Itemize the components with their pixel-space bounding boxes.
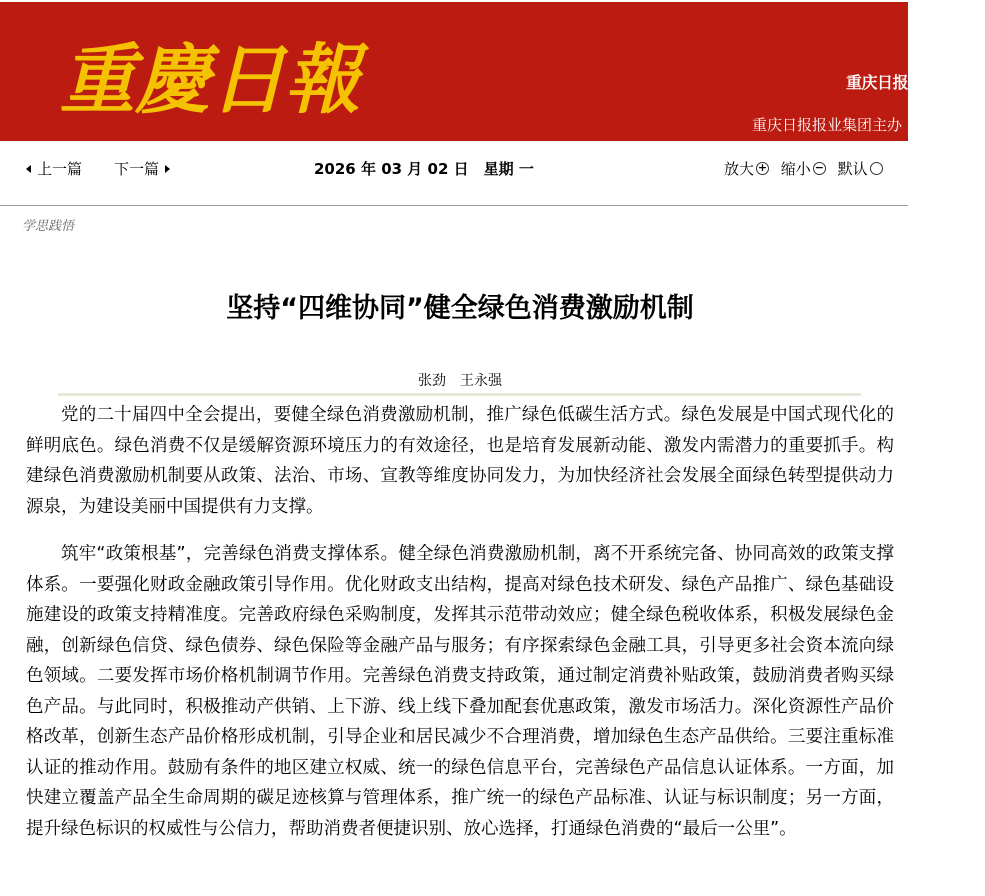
article-paragraph: 党的二十届四中全会提出，要健全绿色消费激励机制，推广绿色低碳生活方式。绿色发展是中国式现代化的鲜明底色。绿色消费不仅是缓解资源环境压力的有效途径，也是培育发展新动能、激发内需潜力的重要抓手。构建绿色消费激励机制要从政策、法治、市场、宣教等维度协同发力，为加快经济社会发展全面绿色转型提供动力源泉，为建设美丽中国提供有力支撑。: [26, 405, 894, 517]
newspaper-logo: [60, 6, 380, 131]
zoom-in-label: 放大: [724, 160, 755, 178]
top-border: [0, 0, 908, 2]
article-paragraph: 筑牢“政策根基”，完善绿色消费支撑体系。健全绿色消费激励机制，离不开系统完备、协同高效的政策支撑体系。一要强化财政金融政策引导作用。优化财政支出结构，提高对绿色技术研发、绿色产品推广、绿色基础设施建设的政策支持精准度。完善政府绿色采购制度，发挥其示范带动效应；健全绿色税收体系，积极发展绿色金融，创新绿色信贷、绿色债券、绿色保险等金融产品与服务；有序探索绿色金融工具，引导更多社会资本流向绿色领域。二要发挥市场价格机制调节作用。完善绿色消费支持政策，通过制定消费补贴政策，鼓励消费者购买绿色产品。与此同时，积极推动产供销、上下游、线上线下叠加配套优惠政策，激发市场活力。深化资源性产品价格改革，创新生态产品价格形成机制，引导企业和居民减少不合理消费，增加绿色生态产品供给。三要注重标准认证的推动作用。鼓励有条件的地区建立权威、统一的绿色信息平台，完善绿色产品信息认证体系。一方面，加快建立覆盖产品全生命周期的碳足迹核算与管理体系，推广统一的绿色产品标准、认证与标识制度；另一方面，提升绿色标识的权威性与公信力，帮助消费者便捷识别、放心选择，打通绿色消费的“最后一公里”。: [26, 544, 894, 839]
arrow-left-icon: [26, 165, 31, 173]
arrow-right-icon: [165, 165, 170, 173]
zoom-in-button[interactable]: [724, 160, 769, 178]
zoom-in-icon: +: [757, 161, 768, 174]
zoom-default-label: 默认: [837, 160, 868, 178]
zoom-default-icon: [870, 162, 883, 175]
issue-date: 2026 年 03 月 02 日 星期 一: [314, 160, 534, 178]
column-label: 学思践悟: [22, 219, 75, 234]
title-divider: [58, 393, 861, 396]
article-nav-bar: [0, 141, 908, 206]
zoom-controls: [724, 158, 890, 179]
paper-name: 重庆日报: [845, 73, 908, 92]
next-article-link[interactable]: [114, 158, 170, 179]
logo-text: 重慶日報: [60, 35, 370, 124]
zoom-out-icon: −: [814, 161, 824, 174]
article-body: [26, 400, 894, 861]
next-article-label: 下一篇: [114, 160, 160, 178]
prev-article-label: 上一篇: [37, 160, 83, 178]
prev-article-link[interactable]: [26, 158, 82, 179]
zoom-out-button[interactable]: [781, 160, 826, 178]
article-title: 坚持“四维协同”健全绿色消费激励机制: [226, 293, 694, 324]
masthead-banner: [0, 0, 908, 141]
page-margin: [908, 0, 985, 141]
zoom-out-label: 缩小: [780, 160, 811, 178]
article-authors: 张劲 王永强: [418, 373, 502, 389]
publisher-text: 重庆日报报业集团主办: [751, 116, 902, 134]
zoom-default-button[interactable]: [838, 160, 883, 178]
